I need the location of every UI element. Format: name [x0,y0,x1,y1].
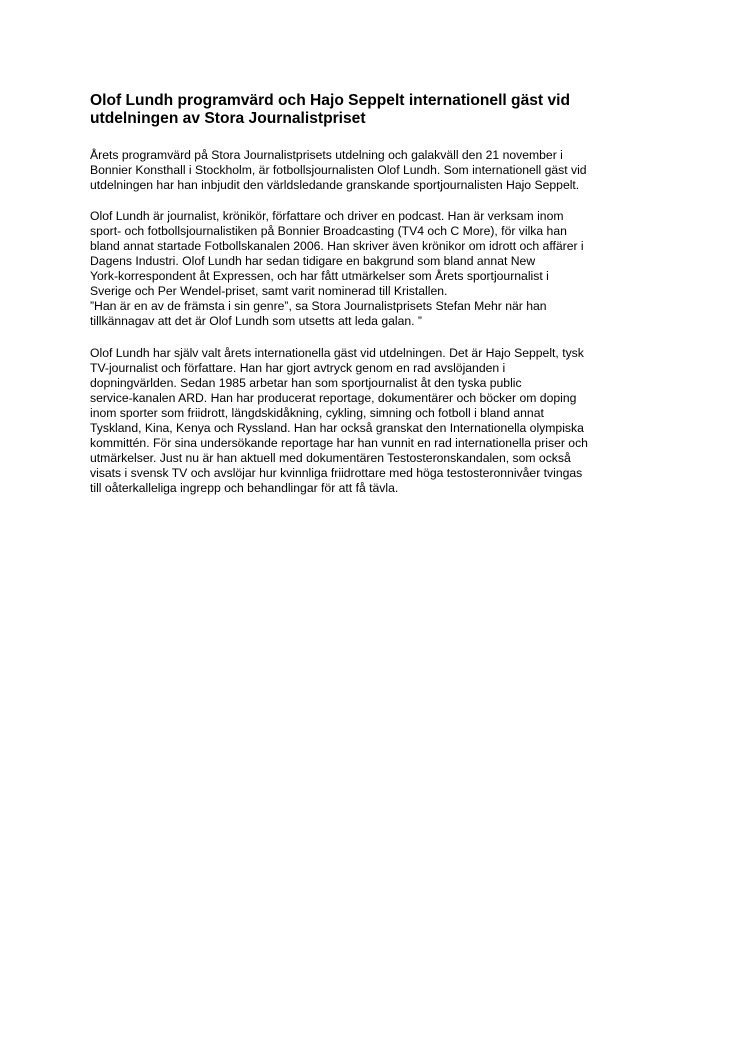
article [90,92,670,496]
text-line: bland annat startade Fotbollskanalen 2006. Han skriver även krönikor om idrott och affärer i [90,239,584,254]
text-line: kommittén. För sina undersökande reportage har han vunnit en rad internationella priser och [90,435,588,450]
title-line: utdelningen av Stora Journalistpriset [90,110,366,127]
text-line: York-korrespondent åt Expressen, och har fått utmärkelser som Årets sportjournalist i [90,269,549,284]
text-line: visats i svensk TV och avslöjar hur kvinnliga friidrottare med höga testosteronnivåer tvingas [90,465,583,480]
lundh-paragraph [90,209,670,329]
text-line: Sverige och Per Wendel-priset, samt varit nominerad till Kristallen. [90,284,448,299]
quote-line: ”Han är en av de främsta i sin genre”, sa Stora Journalistprisets Stefan Mehr när han [90,299,547,314]
article-title [90,92,670,128]
text-line: TV-journalist och författare. Han har gjort avtryck genom en rad avslöjanden i [90,360,506,375]
seppelt-paragraph [90,346,670,496]
text-line: sport- och fotbollsjournalistiken på Bonnier Broadcasting (TV4 och C More), för vilka han [90,224,567,239]
text-line: Dagens Industri. Olof Lundh har sedan tidigare en bakgrund som bland annat New [90,254,536,269]
text-line: inom sporter som friidrott, längdskidåkning, cykling, simning och fotboll i bland annat [90,405,544,420]
quote-line: tillkännagav att det är Olof Lundh som utsetts att leda galan. ” [90,314,422,329]
text-line: service-kanalen ARD. Han har producerat reportage, dokumentärer och böcker om doping [90,390,577,405]
text-line: Tyskland, Kina, Kenya och Ryssland. Han har också granskat den Internationella olympiska [90,420,584,435]
text-line: utmärkelser. Just nu är han aktuell med dokumentären Testosteronskandalen, som också [90,450,571,465]
intro-paragraph [90,148,670,193]
title-line: Olof Lundh programvärd och Hajo Seppelt internationell gäst vid [90,92,570,109]
text-line: till oåterkalleliga ingrepp och behandlingar för att få tävla. [90,480,399,495]
text-line: Olof Lundh har själv valt årets internationella gäst vid utdelningen. Det är Hajo Seppelt, tysk [90,345,584,360]
text-line: Olof Lundh är journalist, krönikör, författare och driver en podcast. Han är verksam inom [90,209,564,224]
text-line: dopningvärlden. Sedan 1985 arbetar han som sportjournalist åt den tyska public [90,375,522,390]
text-line: Bonnier Konsthall i Stockholm, är fotbollsjournalisten Olof Lundh. Som internationell gäst vid [90,163,587,178]
text-line: Årets programvärd på Stora Journalistprisets utdelning och galakväll den 21 november i [90,148,563,162]
text-line: utdelningen har han inbjudit den världsledande granskande sportjournalisten Hajo Seppelt. [90,178,580,193]
